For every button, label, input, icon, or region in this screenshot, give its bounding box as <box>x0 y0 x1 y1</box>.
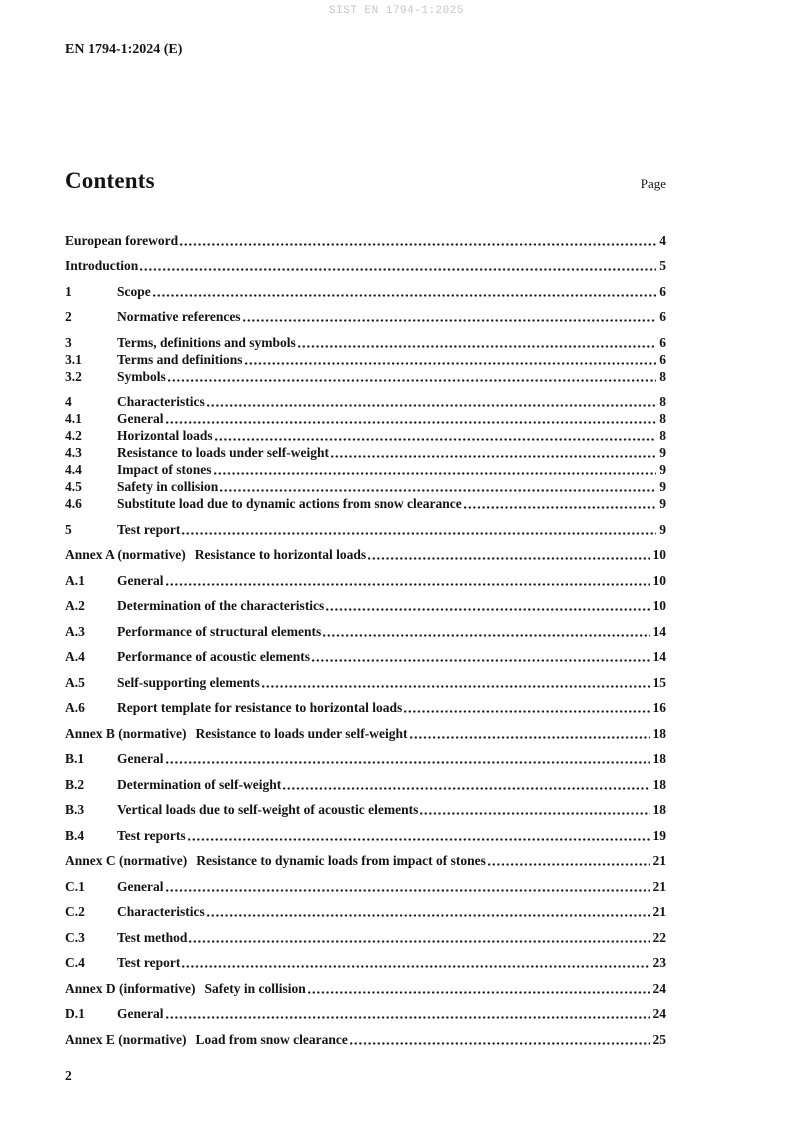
toc-entry <box>65 427 666 444</box>
dot-leader <box>182 532 656 535</box>
toc-entry-page: 6 <box>659 334 666 350</box>
dot-leader <box>168 379 656 382</box>
toc-entry-page: 10 <box>652 572 666 588</box>
footer-page-number: 2 <box>65 1068 72 1083</box>
toc-entry-page: 6 <box>659 309 666 324</box>
toc-entry-number: B.4 <box>65 827 85 843</box>
toc-entry <box>65 878 666 895</box>
toc-entry-title: Substitute load due to dynamic actions from snow clearance <box>117 496 462 511</box>
toc-entry-page: 14 <box>652 623 666 639</box>
toc-entry <box>65 725 666 742</box>
toc-entry-page: 22 <box>652 929 666 945</box>
dot-leader <box>312 659 649 662</box>
toc-entry-title: European foreword <box>65 232 179 248</box>
toc-entry-page: 9 <box>659 462 666 477</box>
dot-leader <box>166 583 650 586</box>
toc-entry <box>65 283 666 300</box>
toc-entry <box>65 929 666 946</box>
toc-entry-title: Characteristics <box>117 904 205 919</box>
toc-entry-title: Normative references <box>117 309 241 324</box>
dot-leader <box>166 1016 650 1019</box>
dot-leader <box>464 506 656 509</box>
toc-entry-title: Scope <box>117 283 151 299</box>
toc-entry-number: 3.2 <box>65 368 82 384</box>
dot-leader <box>166 889 650 892</box>
toc-entry-number: 3 <box>65 334 72 350</box>
toc-entry <box>65 232 666 249</box>
toc-entry <box>65 776 666 793</box>
toc-entry-title: Test report <box>117 521 181 537</box>
toc-entry-number: B.1 <box>65 751 85 766</box>
dot-leader <box>410 736 650 739</box>
toc-entry-number: 4.2 <box>65 428 82 443</box>
toc-entry-title: Terms and definitions <box>117 351 243 367</box>
toc-entry <box>65 801 666 818</box>
toc-entry-page: 18 <box>652 802 666 817</box>
toc-entry-title: Report template for resistance to horizontal loads <box>117 700 403 715</box>
toc-entry-page: 21 <box>652 878 666 894</box>
dot-leader <box>323 634 649 637</box>
toc-entry-title: Load from snow clearance <box>195 1031 348 1047</box>
toc-entry-number: 1 <box>65 283 72 299</box>
dot-leader <box>215 438 657 441</box>
contents-title: Contents <box>65 168 155 193</box>
toc-entry <box>65 648 666 665</box>
toc-entry <box>65 623 666 640</box>
dot-leader <box>488 863 650 866</box>
toc-entry-number: B.3 <box>65 802 85 817</box>
toc-entry <box>65 351 666 368</box>
toc-entry <box>65 478 666 495</box>
toc-entry <box>65 410 666 427</box>
toc-entry <box>65 674 666 691</box>
dot-leader <box>180 243 656 246</box>
toc-entry-title: Performance of acoustic elements <box>117 649 311 664</box>
toc-entry-number: 4.4 <box>65 462 82 477</box>
toc-entry-number: 4 <box>65 394 72 409</box>
toc-entry-page: 25 <box>652 1031 666 1047</box>
dot-leader <box>308 991 650 994</box>
dot-leader <box>220 489 656 492</box>
dot-leader <box>182 965 649 968</box>
dot-leader <box>166 421 657 424</box>
toc-entry-title: General <box>117 572 164 588</box>
toc-entry-title: General <box>117 878 164 894</box>
document-code: EN 1794-1:2024 (E) <box>65 42 183 57</box>
toc-entry-number: A.1 <box>65 572 85 588</box>
toc-entry-page: 14 <box>652 649 666 664</box>
contents-header <box>65 168 666 194</box>
toc-entry-title: Performance of structural elements <box>117 623 322 639</box>
toc-entry-number: D.1 <box>65 1006 85 1021</box>
dot-leader <box>420 812 649 815</box>
toc-entry-number: Annex D (informative) <box>65 980 196 996</box>
toc-entry-number: 4.6 <box>65 496 82 511</box>
toc-entry <box>65 444 666 461</box>
toc-entry-page: 6 <box>659 283 666 299</box>
toc-entry-page: 8 <box>659 411 666 426</box>
toc-entry-title: Terms, definitions and symbols <box>117 334 296 350</box>
toc-entry-number: Annex C (normative) <box>65 853 188 868</box>
toc-entry-title: Characteristics <box>117 394 205 409</box>
toc-entry-page: 18 <box>652 751 666 766</box>
table-of-contents <box>65 223 666 1048</box>
toc-entry-number: A.5 <box>65 674 85 690</box>
toc-entry-number: A.4 <box>65 649 85 664</box>
toc-entry-page: 21 <box>652 904 666 919</box>
toc-entry-page: 18 <box>652 776 666 792</box>
toc-entry-page: 23 <box>652 955 666 970</box>
toc-entry-page: 16 <box>652 700 666 715</box>
toc-entry-title: Resistance to loads under self-weight <box>117 445 329 460</box>
toc-entry <box>65 257 666 274</box>
toc-entry-number: A.2 <box>65 598 85 613</box>
toc-entry-title: Test reports <box>117 827 186 843</box>
toc-entry-page: 24 <box>652 1006 666 1021</box>
toc-entry-page: 19 <box>652 827 666 843</box>
toc-entry <box>65 827 666 844</box>
toc-entry-page: 18 <box>652 725 666 741</box>
toc-entry <box>65 393 666 410</box>
toc-entry-page: 24 <box>652 980 666 996</box>
dot-leader <box>262 685 650 688</box>
toc-entry-title: Determination of the characteristics <box>117 598 325 613</box>
toc-entry-page: 21 <box>652 853 666 868</box>
toc-entry-title: Impact of stones <box>117 462 212 477</box>
dot-leader <box>326 608 649 611</box>
toc-entry <box>65 597 666 614</box>
toc-entry <box>65 495 666 512</box>
toc-entry-number: 2 <box>65 309 72 324</box>
dot-leader <box>207 914 650 917</box>
dot-leader <box>298 345 656 348</box>
toc-entry-page: 6 <box>659 351 666 367</box>
toc-entry-page: 8 <box>659 428 666 443</box>
toc-entry-number: C.2 <box>65 904 85 919</box>
toc-entry-title: Introduction <box>65 258 139 273</box>
toc-entry-page: 5 <box>659 258 666 273</box>
toc-entry <box>65 308 666 325</box>
toc-entry-title: Safety in collision <box>117 479 219 494</box>
toc-entry <box>65 461 666 478</box>
toc-entry-number: Annex E (normative) <box>65 1031 187 1047</box>
dot-leader <box>368 557 649 560</box>
dot-leader <box>153 294 657 297</box>
toc-entry-number: 3.1 <box>65 351 82 367</box>
toc-entry-title: Resistance to loads under self-weight <box>195 725 408 741</box>
toc-entry-title: Resistance to horizontal loads <box>194 547 367 562</box>
dot-leader <box>207 404 657 407</box>
toc-entry <box>65 980 666 997</box>
toc-entry-number: 4.5 <box>65 479 82 494</box>
toc-entry <box>65 852 666 869</box>
toc-entry-number: Annex A (normative) <box>65 547 186 562</box>
toc-entry-title: Self-supporting elements <box>117 674 260 690</box>
toc-entry <box>65 521 666 538</box>
watermark-text: SIST EN 1794-1:2025 <box>329 5 464 17</box>
toc-entry <box>65 368 666 385</box>
dot-leader <box>166 761 650 764</box>
toc-entry-number: C.3 <box>65 929 85 945</box>
toc-entry-number: 4.3 <box>65 445 82 460</box>
toc-entry-page: 15 <box>652 674 666 690</box>
dot-leader <box>350 1042 650 1045</box>
toc-entry-title: Determination of self-weight <box>117 776 282 792</box>
toc-entry-page: 10 <box>652 598 666 613</box>
toc-entry-page: 9 <box>659 496 666 511</box>
toc-entry <box>65 903 666 920</box>
toc-entry-page: 9 <box>659 521 666 537</box>
toc-entry-title: General <box>117 751 164 766</box>
dot-leader <box>404 710 649 713</box>
toc-entry-title: Vertical loads due to self-weight of acoustic elements <box>117 802 419 817</box>
dot-leader <box>188 838 650 841</box>
toc-entry <box>65 572 666 589</box>
toc-entry-title: Test method <box>117 929 188 945</box>
dot-leader <box>189 940 649 943</box>
toc-entry <box>65 1005 666 1022</box>
toc-entry-title: Horizontal loads <box>117 428 213 443</box>
toc-entry-page: 8 <box>659 368 666 384</box>
toc-entry-page: 8 <box>659 394 666 409</box>
dot-leader <box>140 268 656 271</box>
toc-entry-number: A.6 <box>65 700 85 715</box>
toc-entry <box>65 1031 666 1048</box>
toc-entry-page: 10 <box>652 547 666 562</box>
toc-entry-page: 9 <box>659 479 666 494</box>
page-column-label: Page <box>640 176 666 191</box>
toc-entry-number: C.1 <box>65 878 85 894</box>
toc-entry <box>65 750 666 767</box>
toc-entry-title: General <box>117 1006 164 1021</box>
toc-entry-title: Safety in collision <box>204 980 306 996</box>
toc-entry <box>65 699 666 716</box>
toc-entry-page: 9 <box>659 445 666 460</box>
toc-entry-number: C.4 <box>65 955 85 970</box>
dot-leader <box>243 319 657 322</box>
dot-leader <box>331 455 656 458</box>
toc-entry-number: A.3 <box>65 623 85 639</box>
toc-entry-number: Annex B (normative) <box>65 725 187 741</box>
toc-entry <box>65 954 666 971</box>
toc-entry-number: 5 <box>65 521 72 537</box>
dot-leader <box>283 787 649 790</box>
toc-entry-page: 4 <box>659 232 666 248</box>
dot-leader <box>214 472 657 475</box>
toc-entry-title: Symbols <box>117 368 166 384</box>
toc-entry-number: B.2 <box>65 776 85 792</box>
toc-entry-title: Test report <box>117 955 181 970</box>
toc-entry <box>65 334 666 351</box>
dot-leader <box>245 362 657 365</box>
toc-entry-title: Resistance to dynamic loads from impact of stones <box>196 853 486 868</box>
toc-entry <box>65 546 666 563</box>
toc-entry-number: 4.1 <box>65 411 82 426</box>
toc-entry-title: General <box>117 411 164 426</box>
